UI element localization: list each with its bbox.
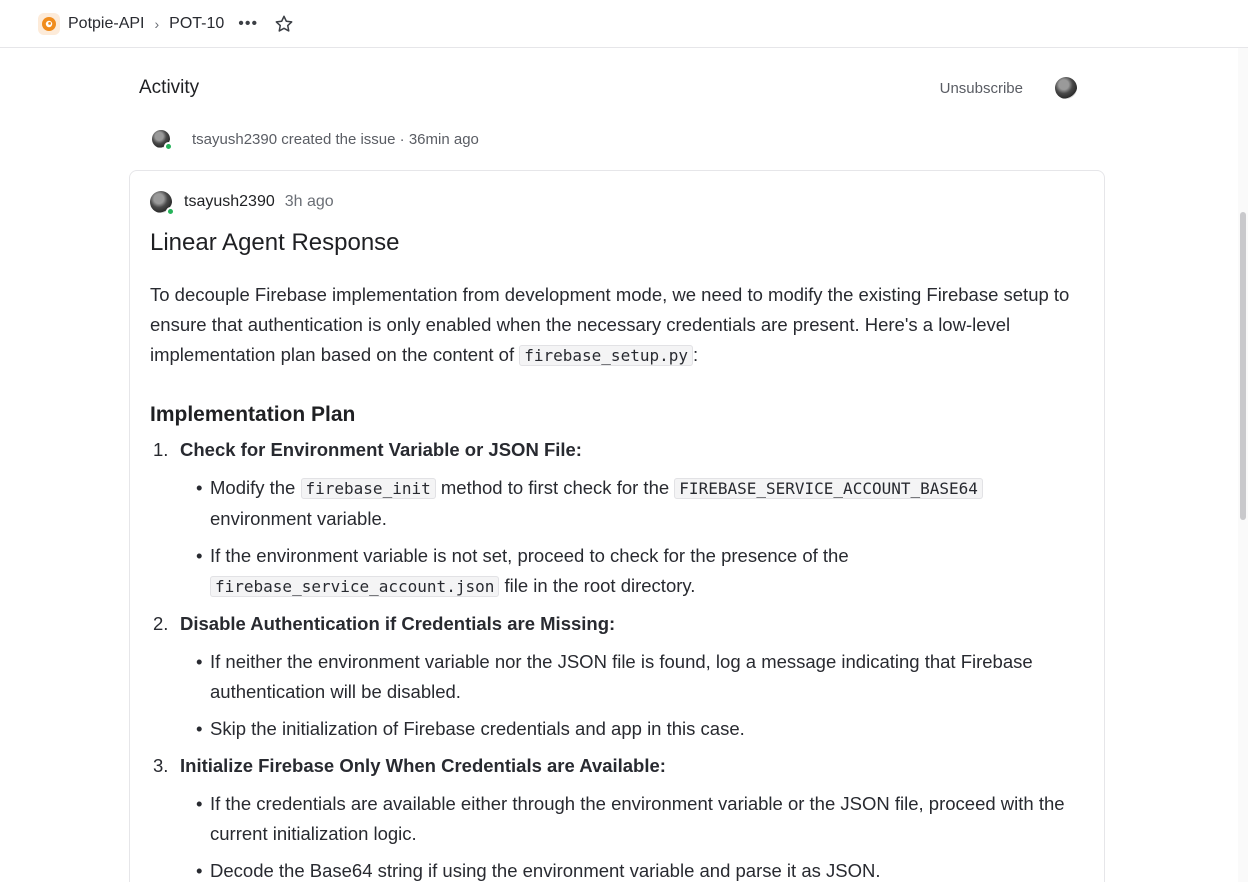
- unsubscribe-button[interactable]: Unsubscribe: [939, 79, 1023, 97]
- step-number: 2.: [153, 613, 169, 634]
- step-bullets: [180, 473, 1080, 602]
- plan-heading: Implementation Plan: [150, 403, 356, 426]
- inline-code: firebase_init: [301, 478, 436, 499]
- step-item: [150, 751, 1080, 882]
- bullet-item: • If the credentials are available either through the environment variable or the JSON file, proceed with the current initialization logic.: [180, 789, 1080, 849]
- step-bullets: [180, 789, 1080, 882]
- comment-card: [129, 170, 1105, 882]
- step-title: Disable Authentication if Credentials are Missing:: [180, 613, 616, 634]
- event-action: created the issue: [281, 130, 396, 148]
- bullet-text: Modify the: [210, 477, 301, 498]
- step-item: [150, 609, 1080, 744]
- breadcrumb-team[interactable]: Potpie-API: [68, 14, 145, 32]
- step-bullets: [180, 647, 1080, 744]
- subscriber-avatar[interactable]: [1055, 77, 1077, 99]
- comment-author[interactable]: tsayush2390: [184, 193, 275, 210]
- plan-steps: [150, 435, 1080, 882]
- team-logo-icon[interactable]: [38, 13, 60, 35]
- event-user-avatar[interactable]: [152, 130, 170, 148]
- intro-paragraph: [150, 280, 1080, 371]
- inline-code: FIREBASE_SERVICE_ACCOUNT_BASE64: [674, 478, 983, 499]
- activity-actions: [940, 77, 1077, 99]
- bullet-item: • Skip the initialization of Firebase credentials and app in this case.: [180, 714, 1080, 744]
- breadcrumb-issue-id[interactable]: POT-10: [169, 14, 225, 32]
- inline-code: firebase_service_account.json: [210, 576, 499, 597]
- activity-header: [139, 76, 1077, 100]
- online-status-dot: [164, 142, 173, 151]
- bullet-text: environment variable.: [210, 508, 387, 529]
- step-item: [150, 435, 1080, 602]
- intro-text: To decouple Firebase implementation from development mode, we need to modify the existing Firebase setup to ensure that authentication is only enabled when the necessary credentials are present. Here's a low-level implementation plan based on the content of: [150, 284, 1070, 365]
- bullet-text: file in the root directory.: [499, 575, 696, 596]
- top-bar: [0, 0, 1248, 48]
- event-separator: ·: [399, 130, 405, 148]
- comment-header: [150, 191, 334, 213]
- bullet-text: If the environment variable is not set, proceed to check for the presence of the: [210, 545, 849, 566]
- bullet-item: • Decode the Base64 string if using the environment variable and parse it as JSON.: [180, 856, 1080, 882]
- intro-code: firebase_setup.py: [519, 345, 693, 366]
- comment-heading: Linear Agent Response: [150, 229, 400, 256]
- comment-time: 3h ago: [284, 193, 334, 210]
- activity-title: Activity: [139, 77, 200, 98]
- bullet-item: [180, 473, 1080, 534]
- step-title: Check for Environment Variable or JSON File:: [180, 439, 582, 460]
- intro-text-end: :: [693, 344, 699, 365]
- online-status-dot: [166, 207, 175, 216]
- event-user[interactable]: tsayush2390: [192, 130, 278, 148]
- step-number: 1.: [153, 439, 169, 460]
- bullet-text: method to first check for the: [435, 477, 675, 498]
- scrollbar-thumb[interactable]: [1240, 212, 1246, 520]
- comment-body: [150, 223, 1080, 882]
- breadcrumb-separator: ›: [154, 15, 160, 32]
- more-options-button[interactable]: •••: [238, 14, 259, 32]
- comment-author-avatar[interactable]: [150, 191, 172, 213]
- activity-event: [152, 130, 479, 148]
- bullet-item: [180, 541, 1080, 602]
- step-number: 3.: [153, 755, 169, 776]
- bullet-item: • If neither the environment variable nor the JSON file is found, log a message indicating that Firebase authentication will be disabled.: [180, 647, 1080, 707]
- step-title: Initialize Firebase Only When Credentials are Available:: [180, 755, 666, 776]
- favorite-star-icon[interactable]: [274, 14, 294, 34]
- event-time: 36min ago: [408, 130, 479, 148]
